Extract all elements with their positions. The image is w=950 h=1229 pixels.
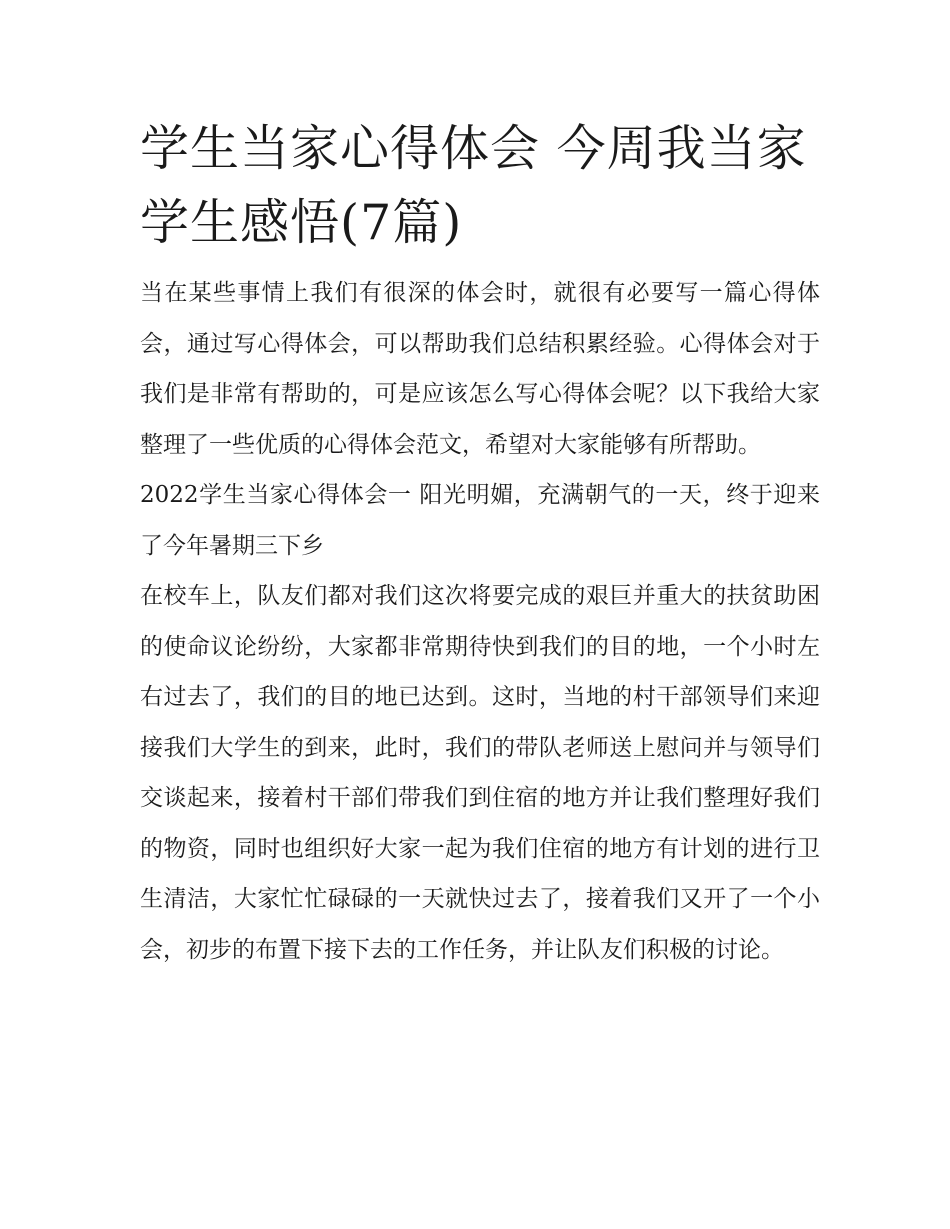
document-page xyxy=(140,112,820,975)
document-title: 学生当家心得体会 今周我当家学生感悟(7篇) xyxy=(140,120,807,251)
section-heading-paragraph: 2022学生当家心得体会一 阳光明媚，充满朝气的一天，终于迎来了今年暑期三下乡 xyxy=(140,482,820,559)
intro-paragraph: 当在某些事情上我们有很深的体会时，就很有必要写一篇心得体会，通过写心得体会，可以帮助我们总结积累经验。心得体会对于我们是非常有帮助的，可是应该怎么写心得体会呢？以下我给大家整理了一些优质的心得体会范文，希望对大家能够有所帮助。 xyxy=(140,280,820,458)
body-paragraph: 在校车上，队友们都对我们这次将要完成的艰巨并重大的扶贫助困的使命议论纷纷，大家都非常期待快到我们的目的地，一个小时左右过去了，我们的目的地已达到。这时，当地的村干部领导们来迎接我们大学生的到来，此时，我们的带队老师送上慰问并与领导们交谈起来，接着村干部们带我们到住宿的地方并让我们整理好我们的物资，同时也组织好大家一起为我们住宿的地方有计划的进行卫生清洁，大家忙忙碌碌的一天就快过去了，接着我们又开了一个小会，初步的布置下接下去的工作任务，并让队友们积极的讨论。 xyxy=(140,583,820,963)
